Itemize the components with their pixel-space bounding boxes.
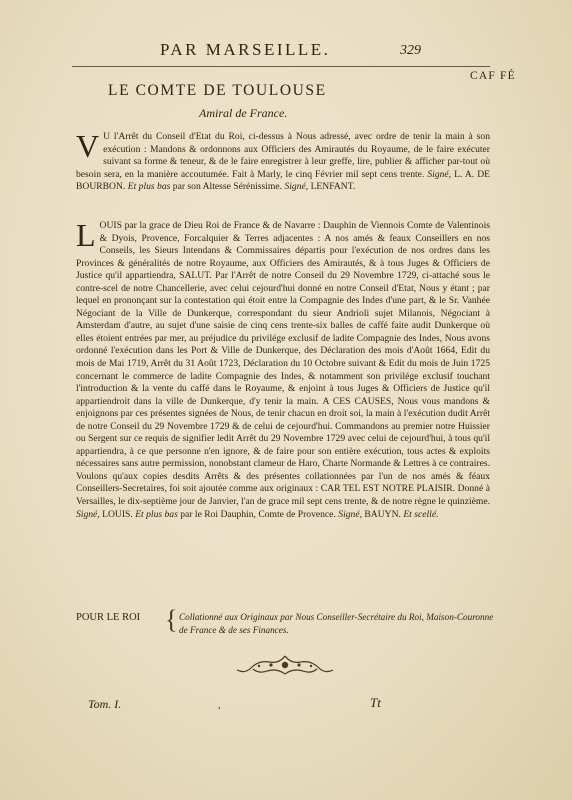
header-rule (72, 66, 490, 67)
running-head: PAR MARSEILLE. (160, 40, 331, 59)
tome-marker: Tom. I. (88, 697, 122, 711)
collation-note: Collationné aux Originaux par Nous Conseiller-Secrétaire du Roi, Maison-Couronne de France & de ses Finances. (179, 612, 494, 635)
pour-le-roi-label: POUR LE ROI (76, 612, 141, 623)
altesse-text: par son Altesse Sérénissime. (172, 181, 283, 193)
et-plus-bas-label-2: Et plus bas (135, 508, 178, 520)
ordinance-subtitle: Amiral de France. (199, 106, 288, 120)
paragraph-vu-text: U l'Arrêt du Conseil d'Etat du Roi, ci-dessus à Nous adressé, avec ordre de tenir la main à son exécution : Mandons & ordonnons aux Officiers des Amirautés du Royaume, de le faire exécuter suivant sa forme & teneur, & de le faire enregistrer à leur greffe, lire, publier & afficher par-tout où besoin sera, en la manière accoutumée. Fait à Marly, le cinq Février mil sept cens trente. (76, 131, 490, 180)
signe-label: Signé, (427, 168, 452, 180)
signatory-bauyn: BAUYN. (364, 508, 401, 520)
brace-symbol: { (165, 605, 178, 634)
drop-cap-l: L (76, 217, 96, 253)
signe-label-4: Signé, (338, 508, 362, 520)
ordinance-title: LE COMTE DE TOULOUSE (108, 82, 327, 99)
signe-label-3: Signé, (76, 508, 100, 520)
signatory-bourbon: L. A. DE BOURBON. (76, 168, 490, 193)
top-catchword: CAF FÉ (470, 70, 516, 82)
car-tel-est-text: CAR TEL EST NOTRE PLAISIR. (320, 483, 456, 495)
signatory-lenfant: LENFANT. (310, 181, 356, 193)
signe-label-2: Signé, (284, 181, 309, 193)
louis-intro-text: OUIS par la grace de Dieu Roi de France & de Navarre : Dauphin de Viennois Comte de Valentinois & Dyois, Provence, Forcalquier & Terres adjacentes : A nos amés & feaux Conseillers en nos Conseils, les Sieurs Intendans & Commissaires départis pour l'exécution de nos ordres dans les Provinces & généralités de notre Royaume, aux Officiers des Amirautés, & à tous Juges & Officiers de Justice qu'il appartiendra, (76, 220, 490, 282)
louis-body-text: Par l'Arrêt de notre Conseil du 29 Novembre 1729, ci-attaché sous le contre-scel de notre Chancellerie, avec celui cejourd'hui donné en notre Conseil d'Etat, Nous y étant ; par lequel en prononçant sur la contestation qui étoit entre la Compagnie des Indes d'une part, & le Sr. Vanhée Négociant de la Ville de Dunkerque, correspondant du sieur Andrioli sujet Milanois, Négociant à Amsterdam d'autre, au sujet d'une saisie de cinq cens trente-six balles de caffé faite audit Dunkerque où elles étoient entrées par mer, au préjudice du privilége exclusif de ladite Compagnie des Indes, Nous avons ordonné l'exécution dans les Port & Ville de Dunkerque, des Déclaration des mois d'Août 1664, Edit du mois de Mai 1719, Arrêt du 31 Août 1723, Déclaration du 10 Octobre suivant & Edit du mois de Juin 1725 concernant le commerce de ladite Compagnie des Indes, & notamment son privilége exclusif touchant l'introduction & la vente du caffé dans le Royaume, & enjoint à tous Juges & Officiers de Justice qu'il appartiendroit dans la ville de Dunkerque, d'y tenir la main. (76, 270, 491, 407)
paragraph-vu (76, 128, 490, 194)
printer-ornament (225, 652, 345, 683)
signatory-louis: LOUIS. (102, 508, 133, 520)
louis-command-text: Nous vous mandons & enjoignons par ces présentes signées de Nous, de tenir chacun en droit soi, la main à l'exécution dudit Arrêt de notre Conseil du 29 Novembre 1729 & de celui de cejourd'hui. Commandons au premier notre Huissier ou Sergent sur ce requis de signifier ledit Arrêt du 29 Novembre 1729 avec celui de cejourd'hui, à tous qu'il appartiendra, à ce que personne n'en ignore, & de faire pour son entière exécution, tous actes & exploits nécessaires sans autre permission, nonobstant clameur de Haro, Charte Normande & Lettres à ce contraires. Voulons qu'aux copies desdits Arrêts & des présentes collationnées par l'un de nos amés & féaux Conseillers-Secretaires, foi soit ajoutée comme aux originaux : (76, 395, 490, 495)
drop-cap-v: V (76, 128, 100, 164)
par-le-roi-text: par le Roi Dauphin, Comte de Provence. (180, 508, 336, 520)
salut-text: SALUT. (179, 270, 212, 282)
stray-mark: , (218, 700, 221, 711)
louis-date-text: Donné à Versailles, le dix-septième jour de Janvier, l'an de grace mil sept cens trente, & de notre règne le quinzième. (76, 483, 490, 508)
page-number: 329 (400, 43, 421, 58)
paragraph-louis (76, 217, 491, 521)
et-scelle-text: Et scellé. (403, 508, 439, 520)
signature-mark: Tt (370, 695, 381, 710)
a-ces-causes-text: A CES CAUSES, (322, 395, 394, 407)
et-plus-bas-label: Et plus bas (127, 181, 171, 193)
ornament-flourish-icon (225, 652, 345, 678)
